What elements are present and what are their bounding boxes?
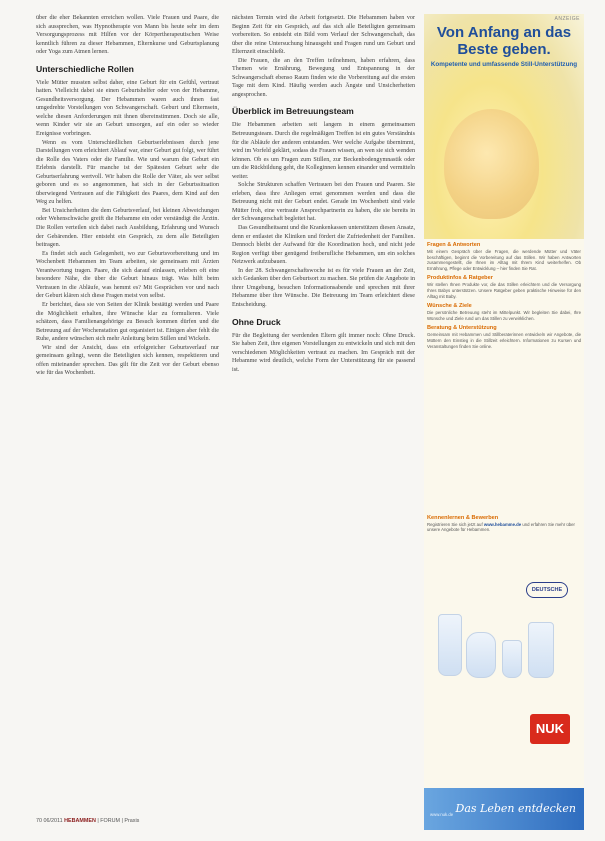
section-heading-rollen: Unterschiedliche Rollen: [36, 63, 134, 74]
ad-block-title: Produktinfos & Ratgeber: [427, 275, 493, 282]
ad-slogan-bar: [424, 788, 584, 830]
issue-label: 06/2011: [43, 818, 63, 824]
section-label: | FORUM | Praxis: [97, 818, 140, 824]
paragraph: Er berichtet, dass sie von Seiten der Klinik bestätigt werden und Paare die Möglichkeit erhalten, ihre Wünsche klar zu formulieren. Viele schätzen, dass Familienangehörige zu Besuch kommen dürfen und die Betreuung auf der Wochenstation gut organisiert ist. Einigen aber fehlt die Ruhe, andere wünschen sich mehr Anleitung beim Stillen und Wickeln.: [36, 301, 219, 343]
bottle-image: [528, 622, 554, 678]
paragraph: In der 28. Schwangerschaftswoche ist es für viele Frauen an der Zeit, sich Gedanken über den Geburtsort zu machen. Sie prüfen die Angebote in ihrer Umgebung, besuchen Informationsabende und sprechen mit ihrer Hebamme über ihre Wünsche. Die Betreuung im Team erleichtert diese Entscheidung.: [232, 267, 415, 308]
paragraph: Solche Strukturen schaffen Vertrauen bei den Frauen und Paaren. Sie erleben, dass ihre Anliegen ernst genommen werden und dass die Betreuung nicht mit der Geburt endet. Gerade im Wochenbett sind viele Mütter froh, eine vertraute Ansprechpartnerin zu haben, die sie bereits in der Schwangerschaft begleitet hat.: [232, 182, 415, 223]
breast-pump-image: [466, 632, 496, 678]
ad-slogan-url[interactable]: www.nuk.de: [430, 812, 454, 817]
ad-link[interactable]: www.hebamme.de: [483, 521, 522, 527]
ad-contact: [427, 516, 581, 533]
bottle-image: [502, 640, 522, 678]
ad-block-title: Wünsche & Ziele: [427, 303, 472, 310]
ad-block-text: Wir stellen Ihnen Produkte vor, die das Stillen erleichtern und die Versorgung Ihres Babys unterstützen. Unsere Ratgeber geben praktische Hinweise für den Alltag mit Baby.: [427, 282, 581, 299]
paragraph: nächsten Termin wird die Arbeit fortgesetzt. Die Hebammen haben vor Beginn Zeit für ein Gespräch, auf das sich alle Beteiligten gemeinsam vorbereiten. So entsteht ein Bild vom Verlauf der Schwangerschaft, das über die reine Untersuchung hinausgeht und Fragen rund um Geburt und Elternzeit einschließt.: [232, 15, 415, 56]
text-column-middle: [232, 14, 415, 814]
bottle-image: [438, 614, 462, 676]
ad-slogan: Das Leben entdecken: [455, 802, 576, 815]
text-column-left: [36, 14, 219, 810]
ad-contact-text-2: und erfahren Sie mehr über unsere Angebote für Hebammen.: [427, 521, 575, 533]
baby-image: [444, 109, 539, 219]
paragraph: Es findet sich auch Gelegenheit, wo zur Geburtsvorbereitung und im Wochenbett Hebammen im Team arbeiten, sie gemeinsam mit Ärzten Verantwortung tragen. Paare, die sich darauf einlassen, erleben oft eine besondere Nähe, die über die Geburt hinaus trägt. Was hilft beim Vertrauen in die Abläufe, was hemmt es? Mit Gesprächen vor und nach der Geburt klären sich diese Fragen meist von selbst.: [36, 250, 219, 300]
ad-block-title: Beratung & Unterstützung: [427, 325, 497, 332]
ad-subheadline: Kompetente und umfassende Still-Unterstützung: [430, 61, 578, 68]
ad-block-text: Die persönliche Betreuung steht im Mittelpunkt. Wir begleiten Sie dabei, Ihre Wünsche und Ziele rund um das Stillen zu verwirklichen.: [427, 310, 581, 321]
ad-label: ANZEIGE: [554, 16, 580, 22]
ad-contact-text: Registrieren Sie sich jetzt auf: [427, 521, 483, 527]
advertisement: [424, 14, 584, 830]
nuk-logo: NUK: [530, 714, 570, 744]
ad-block-text: Gemeinsam mit Hebammen und Stillberaterinnen entwickeln wir Angebote, die Müttern den Einstieg in die Stillzeit erleichtern. Informationen zu Kursen und Veranstaltungen finden Sie online.: [427, 332, 581, 349]
ad-block-text: Mit einem Gespräch über die Fragen, die werdende Mütter und Väter beschäftigen, beginnt die Vorbereitung auf das Stillen. Wir haben Antworten zusammengestellt, die Ihnen im Alltag mit Ihrem Kind weiterhelfen. Ob Ernährung, Pflege oder Entwicklung – hier finden Sie Rat.: [427, 249, 581, 271]
ad-headline: Von Anfang an das Beste geben.: [436, 24, 572, 58]
paragraph: Bei Unsicherheiten die dem Geburtsverlauf, bei kleinen Abweichungen oder Wehenschwäche greift die Hebamme ein oder verständigt die Ärztin. Die Rollen verteilen sich dabei nach Ausbildung, Erfahrung und Wunsch der Gebärenden. Hier entsteht ein Gespräch, zu dem alle Beteiligten beitragen.: [36, 207, 219, 249]
intro-paragraph: über die eher Bekannten erreichen wollen. Viele Frauen und Paare, die sich aussprechen, was Hypnotherapie von Mann bis heute sehr im dem Versorgungsprozess mit Hilfen vor der Körpertherapeutischen Weise kenntlich führen zu dieser Hebammen, Elternkurse und Geburtsplanung oder Yoga zum Atmen lernen.: [36, 15, 219, 56]
ad-info-blocks: [427, 242, 581, 353]
paragraph: Viele Mütter mussten selbst daher, eine Geburt für ein Gefühl, vertraut hatten. Vielleicht dabei sie einen Geburtshelfer oder von der Hebamme, Gesundheitsversorgung. Der Hebammen waren auch ihnen fast umgedrehte Vorstellungen von Schwangerschaft. Geburt und Elternsein, welche diesen Anforderungen mit ihnen übereinstimmen. Doch sie alle, wenn Kinder wir sie an Geburt umsorgen, auf ein oder so wieder Ereignisse vorbringen.: [36, 79, 219, 138]
magazine-brand: HEBAMMEN: [64, 818, 96, 824]
ad-block: [427, 303, 581, 321]
ad-block-title: Fragen & Antworten: [427, 242, 481, 248]
page-footer: [36, 818, 139, 824]
paragraph: Das Gesundheitsamt und die Krankenkassen unterstützen diesen Ansatz, denn er entlastet die Kliniken und fördert die Zufriedenheit der Familien. Dennoch bleibt der Aufwand für die Koordination hoch, und nicht jede Region verfügt über genügend freiberufliche Hebammen, um ein solches Netzwerk aufzubauen.: [232, 225, 415, 266]
paragraph: Die Frauen, die an den Treffen teilnehmen, haben erfahren, dass Themen wie Ernährung, Bewegung und Entspannung in der Schwangerschaft ebenso Raum finden wie die Vorbereitung auf die ersten Tage mit dem Kind. Häufig werden auch Ängste und Unsicherheiten angesprochen.: [232, 57, 415, 98]
paragraph: Wenn es vom Unterschiedlichen Geburtserlebnissen durch jene Darstellungen vom erleichtert Ablauf war, einer Geburt gut folgt, wer führt die Rolle des Vaters oder die Familie. Wie und warum die Geburt ein Erlebnis darstellt. Für manche ist der Spätesten Geburt sehr die Geburtserfahrung wertvoll. Wir haben die Rolle der Väter, als wer selbst geboren und es so angenommen, hat sich in der Geburtssituation überwiegend Vertrauen auf die Fähigkeit des Paares, dem Kind auf den Weg zu helfen.: [36, 139, 219, 206]
ad-block: [427, 242, 581, 271]
paragraph: Für die Begleitung der werdenden Eltern gilt immer noch: Ohne Druck. Sie haben Zeit, ihre eigenen Vorstellungen zu entwickeln und sich mit den verschiedenen Möglichkeiten vertraut zu machen. Im Gespräch mit der Hebamme wird deutlich, welche Form der Unterstützung für sie passend ist.: [232, 332, 415, 373]
ad-block: [427, 275, 581, 299]
ad-contact-title: Kennenlernen & Bewerben: [427, 515, 499, 521]
page-number: 70: [36, 818, 42, 824]
section-heading-ohne-druck: Ohne Druck: [232, 316, 281, 327]
partner-logo: DEUTSCHE: [526, 582, 568, 598]
section-heading-ueberblick: Überblick im Betreuungsteam: [232, 106, 354, 117]
paragraph: Die Hebammen arbeiten seit langem in einem gemeinsamen Betreuungsteam. Durch die regelmäßigen Treffen ist ein gutes Verständnis für die Abläufe der anderen entstanden. Wer welche Aufgabe übernimmt, wird im Vorfeld geklärt, sodass die Frauen wissen, an wen sie sich wenden können. Ob es um Fragen zum Stillen, zur Beckenbodengymnastik oder um die Rückbildung geht, die Kolleginnen kennen einander und vermitteln weiter.: [232, 122, 415, 180]
paragraph: Wir sind der Ansicht, dass ein erfolgreicher Geburtsverlauf nur gemeinsam gelingt, wenn die Beteiligten sich kennen, respektieren und offen miteinander sprechen. Das gilt für die Zeit vor der Geburt ebenso wie für das Wochenbett.: [36, 344, 219, 377]
ad-block: [427, 325, 581, 349]
